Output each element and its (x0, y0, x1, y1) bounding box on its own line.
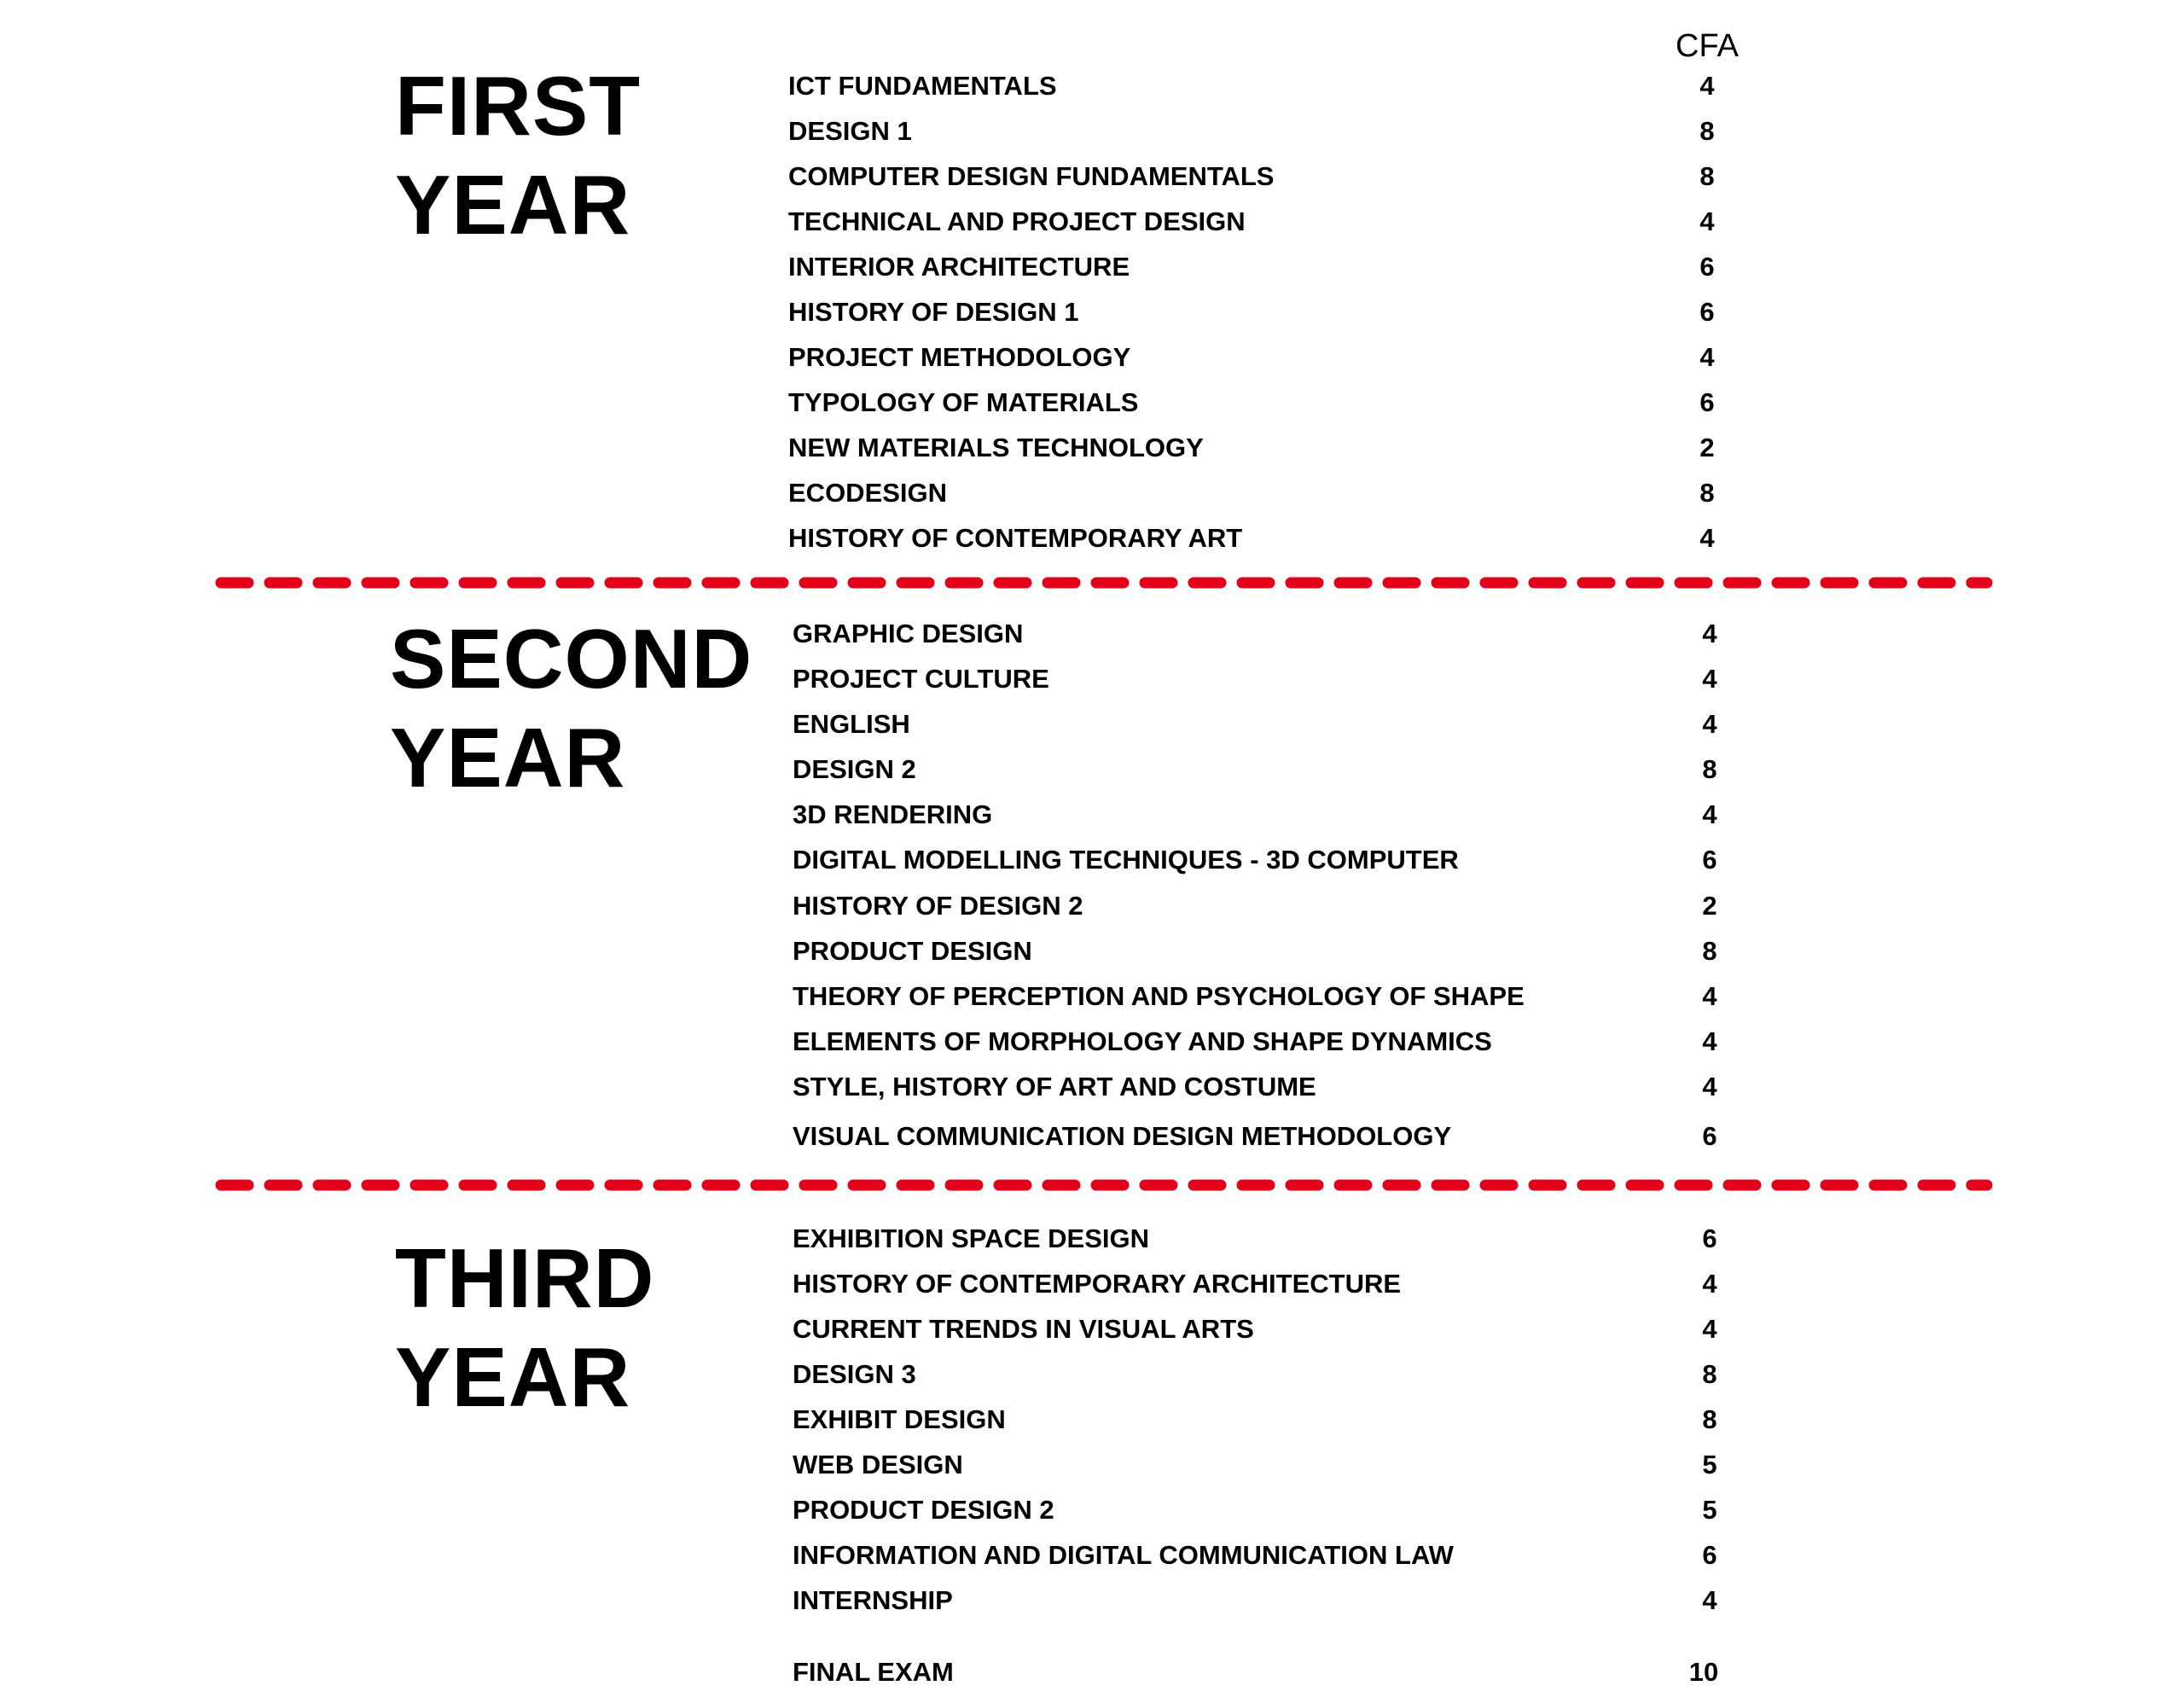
course-cfa: 6 (1699, 387, 1715, 417)
course-cfa: 4 (1699, 71, 1715, 101)
section-divider-1 (215, 577, 1993, 589)
course-row (793, 1532, 1774, 1578)
course-name: HISTORY OF DESIGN 2 (793, 891, 1083, 921)
course-cfa: 6 (1702, 1540, 1717, 1570)
course-row (793, 1442, 1774, 1487)
course-cfa: 4 (1702, 1026, 1717, 1056)
course-name: EXHIBITION SPACE DESIGN (793, 1223, 1149, 1253)
course-cfa: 8 (1702, 1359, 1717, 1389)
course-cfa: 8 (1702, 754, 1717, 784)
course-row (793, 1019, 1774, 1064)
course-name: PRODUCT DESIGN (793, 936, 1032, 966)
course-name: FINAL EXAM (793, 1657, 954, 1687)
course-row (793, 883, 1774, 928)
course-name: NEW MATERIALS TECHNOLOGY (788, 433, 1204, 462)
second-year-title-line1: SECOND (390, 612, 753, 706)
course-row (788, 63, 1769, 108)
course-cfa: 4 (1702, 1269, 1717, 1299)
course-name: PROJECT CULTURE (793, 664, 1049, 694)
course-row (788, 244, 1769, 289)
course-cfa: 6 (1699, 252, 1715, 282)
course-cfa: 2 (1702, 891, 1717, 921)
course-row (793, 1578, 1774, 1623)
course-name: 3D RENDERING (793, 799, 993, 829)
course-cfa: 4 (1702, 709, 1717, 739)
course-name: COMPUTER DESIGN FUNDAMENTALS (788, 161, 1275, 191)
course-cfa: 6 (1702, 1121, 1717, 1151)
second-year-title (390, 609, 752, 807)
course-row (793, 747, 1774, 792)
course-name: VISUAL COMMUNICATION DESIGN METHODOLOGY (793, 1121, 1452, 1151)
course-row (793, 1397, 1774, 1442)
course-cfa: 2 (1699, 433, 1715, 462)
course-name: INTERNSHIP (793, 1585, 953, 1615)
course-name: DIGITAL MODELLING TECHNIQUES - 3D COMPUTER (793, 845, 1459, 875)
course-name: HISTORY OF DESIGN 1 (788, 297, 1079, 327)
course-cfa: 8 (1699, 116, 1715, 146)
course-name: INFORMATION AND DIGITAL COMMUNICATION LAW (793, 1540, 1454, 1570)
course-cfa: 8 (1702, 936, 1717, 966)
course-row (793, 611, 1774, 656)
course-cfa: 8 (1699, 478, 1715, 508)
course-name: DESIGN 3 (793, 1359, 916, 1389)
course-row (793, 656, 1774, 701)
course-row (793, 1351, 1774, 1397)
third-year-title-line2: YEAR (395, 1330, 631, 1424)
course-name: PRODUCT DESIGN 2 (793, 1495, 1054, 1525)
cfa-column-header: CFA (1676, 28, 1739, 64)
course-cfa: 4 (1702, 981, 1717, 1011)
course-row (788, 425, 1769, 470)
section-divider-2 (215, 1179, 1993, 1191)
course-cfa: 6 (1699, 297, 1715, 327)
third-year-title-line1: THIRD (395, 1231, 655, 1325)
course-name: STYLE, HISTORY OF ART AND COSTUME (793, 1072, 1316, 1101)
first-year-title-line1: FIRST (395, 59, 642, 153)
course-cfa: 4 (1699, 523, 1715, 553)
course-cfa: 6 (1702, 1223, 1717, 1253)
course-row (793, 1261, 1774, 1306)
third-year-title (395, 1229, 654, 1427)
course-cfa: 4 (1702, 799, 1717, 829)
course-name: DESIGN 1 (788, 116, 912, 146)
course-row (793, 701, 1774, 747)
course-cfa: 8 (1699, 161, 1715, 191)
first-year-title (395, 56, 641, 254)
course-name: ELEMENTS OF MORPHOLOGY AND SHAPE DYNAMICS (793, 1026, 1492, 1056)
course-name: HISTORY OF CONTEMPORARY ART (788, 523, 1243, 553)
course-row (788, 470, 1769, 515)
course-row (788, 289, 1769, 334)
course-cfa: 6 (1702, 845, 1717, 875)
course-name: PROJECT METHODOLOGY (788, 342, 1131, 372)
course-name: THEORY OF PERCEPTION AND PSYCHOLOGY OF SHAPE (793, 981, 1525, 1011)
course-row (793, 1306, 1774, 1351)
course-name: ICT FUNDAMENTALS (788, 71, 1057, 101)
course-row (788, 199, 1769, 244)
course-cfa: 5 (1702, 1495, 1717, 1525)
first-year-title-line2: YEAR (395, 158, 631, 252)
course-name: ECODESIGN (788, 478, 948, 508)
course-name: INTERIOR ARCHITECTURE (788, 252, 1130, 282)
second-year-title-line2: YEAR (390, 711, 626, 805)
course-name: WEB DESIGN (793, 1450, 963, 1479)
course-cfa: 4 (1702, 1072, 1717, 1101)
course-row (788, 515, 1769, 561)
course-cfa: 10 (1688, 1657, 1719, 1687)
course-cfa: 4 (1702, 1585, 1717, 1615)
course-cfa: 4 (1702, 1314, 1717, 1344)
course-name: ENGLISH (793, 709, 910, 739)
course-row (793, 837, 1774, 882)
course-cfa: 4 (1702, 619, 1717, 648)
course-row (793, 1064, 1774, 1109)
course-row (788, 154, 1769, 199)
course-row (788, 334, 1769, 380)
course-name: HISTORY OF CONTEMPORARY ARCHITECTURE (793, 1269, 1402, 1299)
course-cfa: 4 (1702, 664, 1717, 694)
course-name: GRAPHIC DESIGN (793, 619, 1024, 648)
course-row (793, 1216, 1774, 1261)
course-cfa: 4 (1699, 342, 1715, 372)
course-row (793, 1113, 1774, 1159)
course-row (793, 928, 1774, 974)
course-row (788, 108, 1769, 154)
course-cfa: 4 (1699, 206, 1715, 236)
course-row (788, 380, 1769, 425)
course-row (793, 792, 1774, 837)
course-name: EXHIBIT DESIGN (793, 1404, 1006, 1434)
course-name: DESIGN 2 (793, 754, 916, 784)
course-name: TYPOLOGY OF MATERIALS (788, 387, 1139, 417)
course-row (793, 974, 1774, 1019)
course-cfa: 8 (1702, 1404, 1717, 1434)
course-name: TECHNICAL AND PROJECT DESIGN (788, 206, 1246, 236)
course-name: CURRENT TRENDS IN VISUAL ARTS (793, 1314, 1254, 1344)
course-row (793, 1649, 1774, 1694)
course-row (793, 1487, 1774, 1532)
course-cfa: 5 (1702, 1450, 1717, 1479)
